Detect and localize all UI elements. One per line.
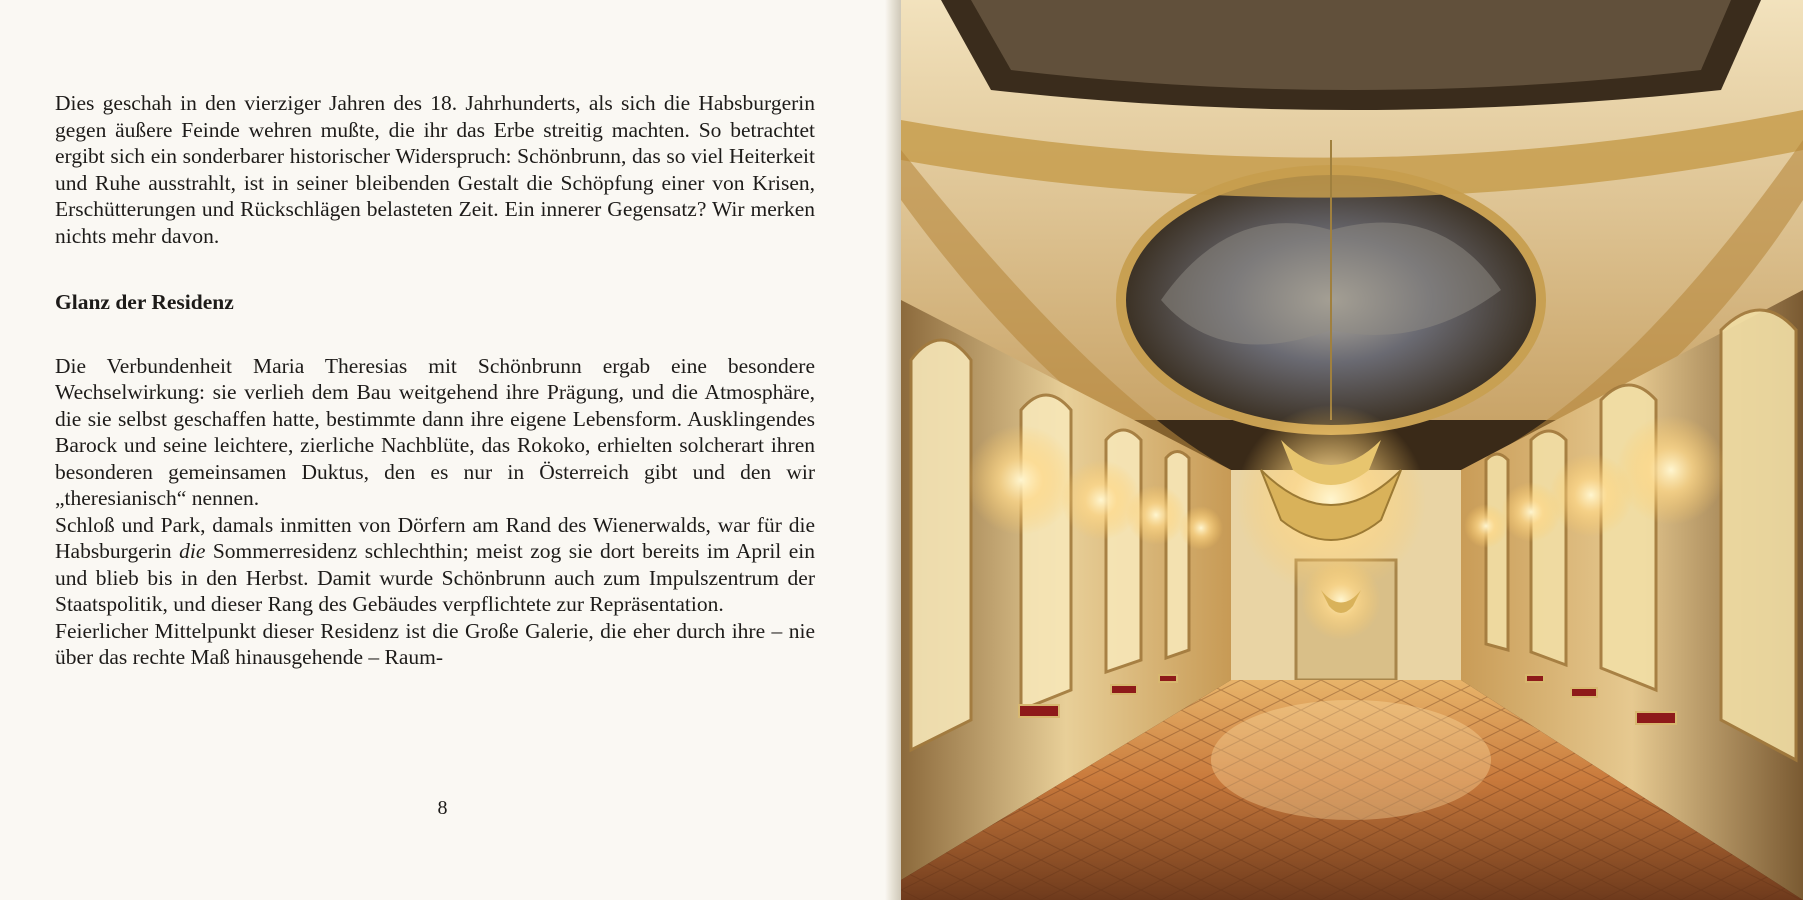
paragraph-4: Feierlicher Mittelpunkt dieser Residenz ist die Große Galerie, die eher durch ihre – nie über das rechte Maß hinausgehende – Raum- bbox=[55, 618, 815, 669]
paragraph-2: Die Verbundenheit Maria Theresias mit Schönbrunn ergab eine besondere Wechselwirkung: sie verlieh dem Bau weitgehend ihre Prägung, und die Atmosphäre, die sie selbst geschaffen hatte, bestimmte dann ihre eigene Lebensform. Ausklingendes Barock und seine leichtere, zierliche Nachblüte, das Rokoko, erhielten solcherart ihren besonderen gemeinsamen Duktus, den es nur in Österreich gibt und den wir „theresianisch“ nennen. bbox=[55, 353, 815, 510]
paragraph-1: Dies geschah in den vierziger Jahren des 18. Jahrhunderts, als sich die Habsburgerin gegen äußere Feinde wehren mußte, die ihr das Erbe streitig machten. So betrachtet ergibt sich ein sonderbarer historischer Widerspruch: Schönbrunn, das so viel Heiterkeit und Ruhe ausstrahlt, ist in seiner bleibenden Gestalt die Schöpfung einer von Krisen, Erschütterungen und Rückschlägen belasteten Zeit. Ein innerer Gegensatz? Wir merken nichts mehr davon. bbox=[55, 91, 815, 248]
paragraph-3 bbox=[55, 512, 815, 618]
paragraph-3-emphasis: die bbox=[179, 539, 206, 563]
book-gutter bbox=[885, 0, 901, 900]
great-gallery-photo bbox=[901, 0, 1803, 900]
left-page bbox=[0, 0, 885, 900]
right-page bbox=[901, 0, 1803, 900]
page-number: 8 bbox=[437, 797, 448, 819]
paragraph-3-start: Schloß und Park, damals inmitten von Dörfern am Rand des Wienerwalds, war für die Habsburgerin bbox=[55, 512, 815, 563]
body-text bbox=[55, 90, 815, 671]
paragraph-3-end: Sommerresidenz schlechthin; meist zog sie dort bereits im April ein und blieb bis in den Herbst. Damit wurde Schönbrunn auch zum Impulszentrum der Staatspolitik, und dieser Rang des Gebäudes verpflichtete zur Repräsentation. bbox=[55, 539, 816, 616]
section-heading: Glanz der Residenz bbox=[55, 290, 234, 314]
